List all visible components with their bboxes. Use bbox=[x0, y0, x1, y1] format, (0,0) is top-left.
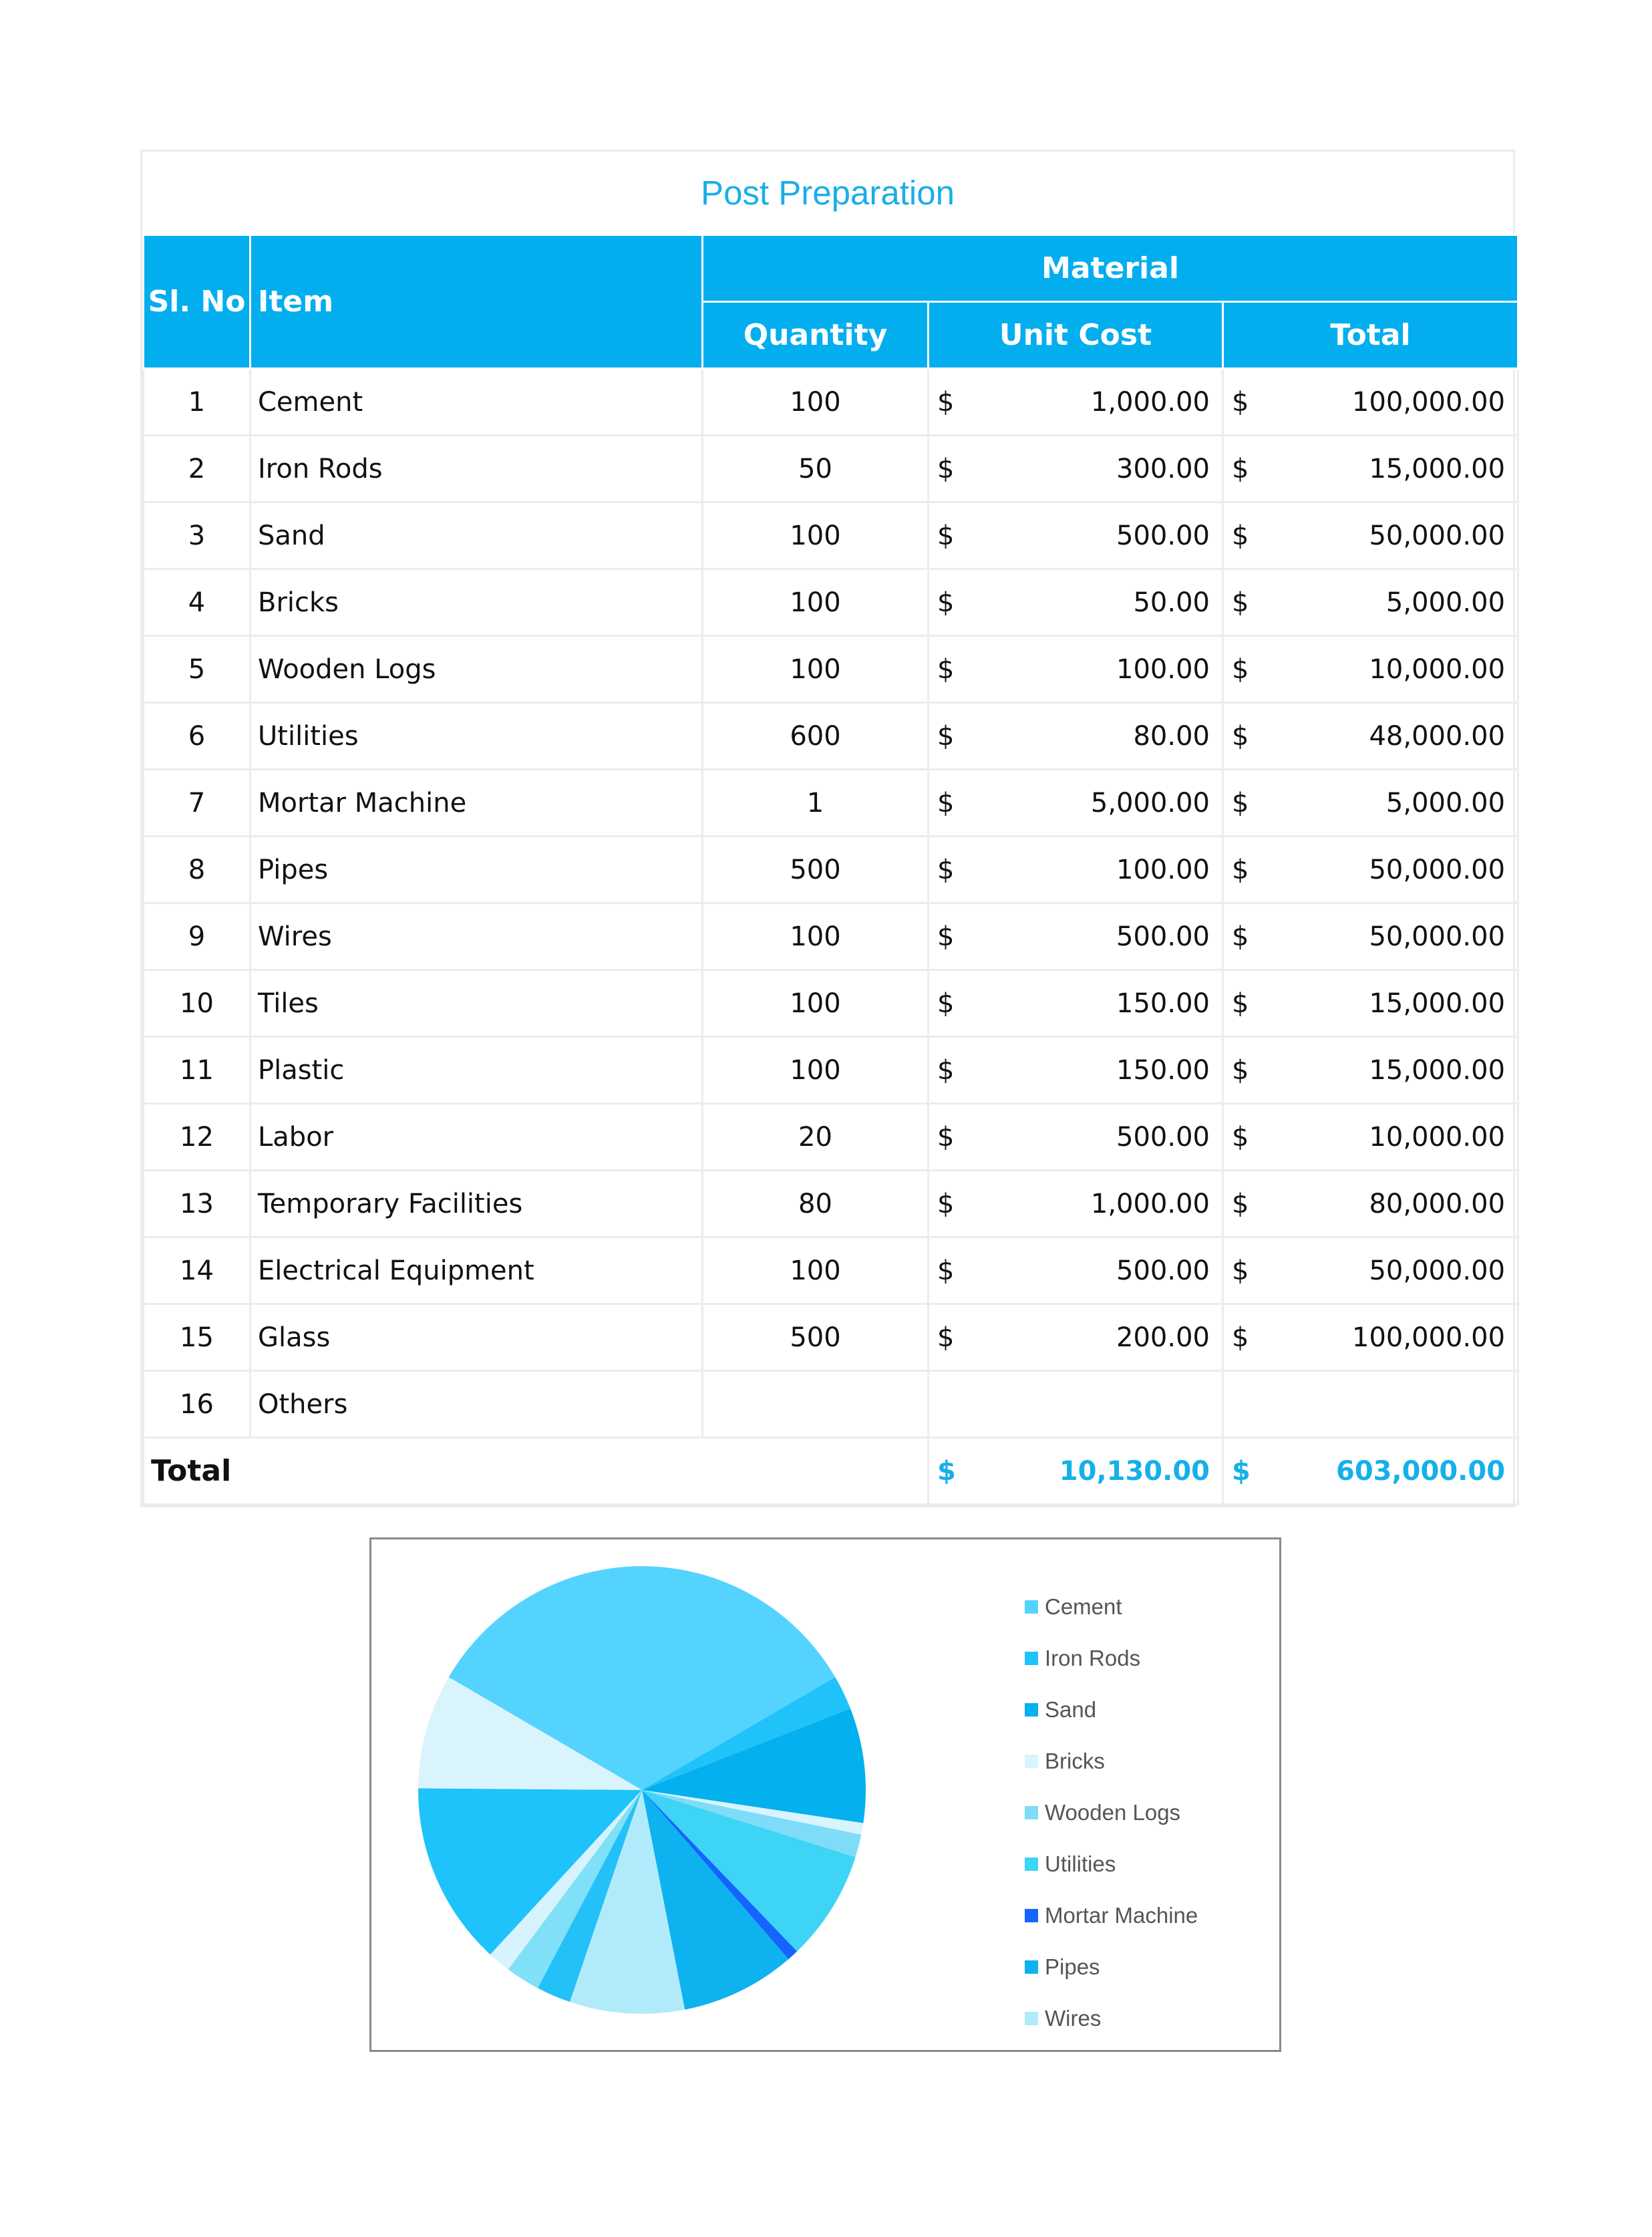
row-unit-cost-cell bbox=[929, 369, 1223, 436]
row-total: 50,000.00 bbox=[1369, 520, 1506, 551]
row-quantity: 20 bbox=[703, 1104, 929, 1171]
row-quantity: 100 bbox=[703, 636, 929, 703]
row-unit-cost: 1,000.00 bbox=[1090, 386, 1210, 418]
row-sl-no: 8 bbox=[144, 837, 251, 903]
legend-swatch bbox=[1025, 1652, 1038, 1665]
row-unit-cost: 50.00 bbox=[1133, 587, 1210, 618]
row-sl-no: 14 bbox=[144, 1237, 251, 1304]
legend-swatch bbox=[1025, 1909, 1038, 1922]
row-total-cell bbox=[1223, 502, 1518, 569]
total-unit-cost-cell bbox=[929, 1438, 1223, 1505]
row-total: 10,000.00 bbox=[1369, 653, 1506, 685]
legend-label: Sand bbox=[1045, 1696, 1097, 1722]
currency-symbol: $ bbox=[1232, 453, 1249, 484]
currency-symbol: $ bbox=[1232, 1255, 1249, 1286]
row-item: Mortar Machine bbox=[251, 770, 703, 837]
currency-symbol: $ bbox=[937, 1188, 955, 1219]
header-material-group: Material bbox=[703, 235, 1518, 302]
row-sl-no: 13 bbox=[144, 1171, 251, 1237]
row-sl-no: 15 bbox=[144, 1304, 251, 1371]
table-row bbox=[144, 1037, 1518, 1104]
legend-label: Utilities bbox=[1045, 1851, 1116, 1876]
row-sl-no: 10 bbox=[144, 970, 251, 1037]
row-quantity: 100 bbox=[703, 903, 929, 970]
chart-legend bbox=[1025, 1581, 1198, 2044]
legend-item bbox=[1025, 1992, 1198, 2044]
row-quantity: 100 bbox=[703, 1037, 929, 1104]
row-quantity: 100 bbox=[703, 970, 929, 1037]
row-item: Tiles bbox=[251, 970, 703, 1037]
legend-item bbox=[1025, 1632, 1198, 1684]
table-body bbox=[144, 369, 1518, 1438]
row-total: 50,000.00 bbox=[1369, 921, 1506, 952]
currency-symbol: $ bbox=[1232, 1455, 1251, 1487]
legend-item bbox=[1025, 1787, 1198, 1838]
legend-swatch bbox=[1025, 1857, 1038, 1871]
currency-symbol: $ bbox=[1232, 587, 1249, 618]
table-row bbox=[144, 1304, 1518, 1371]
row-quantity: 1 bbox=[703, 770, 929, 837]
row-unit-cost-cell bbox=[929, 770, 1223, 837]
currency-symbol: $ bbox=[1232, 1188, 1249, 1219]
row-item: Sand bbox=[251, 502, 703, 569]
row-unit-cost: 100.00 bbox=[1116, 854, 1210, 885]
header-sl-no: Sl. No bbox=[144, 235, 251, 369]
row-total: 50,000.00 bbox=[1369, 1255, 1506, 1286]
legend-swatch bbox=[1025, 1703, 1038, 1717]
row-total: 15,000.00 bbox=[1369, 988, 1506, 1019]
row-unit-cost-cell bbox=[929, 569, 1223, 636]
currency-symbol: $ bbox=[1232, 787, 1249, 818]
table-row bbox=[144, 1371, 1518, 1438]
row-unit-cost-cell bbox=[929, 903, 1223, 970]
legend-swatch bbox=[1025, 1960, 1038, 1974]
legend-label: Bricks bbox=[1045, 1748, 1105, 1773]
row-total: 15,000.00 bbox=[1369, 453, 1506, 484]
legend-label: Wires bbox=[1045, 2005, 1102, 2031]
cost-pie-chart bbox=[369, 1537, 1281, 2052]
row-total-cell bbox=[1223, 369, 1518, 436]
row-unit-cost-cell bbox=[929, 1104, 1223, 1171]
row-unit-cost: 500.00 bbox=[1116, 921, 1210, 952]
row-total-cell bbox=[1223, 1304, 1518, 1371]
currency-symbol: $ bbox=[937, 1121, 955, 1153]
legend-swatch bbox=[1025, 1600, 1038, 1614]
row-unit-cost: 100.00 bbox=[1116, 653, 1210, 685]
row-total: 5,000.00 bbox=[1385, 787, 1506, 818]
row-sl-no: 16 bbox=[144, 1371, 251, 1438]
row-total-cell bbox=[1223, 1371, 1518, 1438]
total-row bbox=[144, 1438, 1518, 1505]
table-row bbox=[144, 1104, 1518, 1171]
table-row bbox=[144, 436, 1518, 502]
legend-item bbox=[1025, 1581, 1198, 1632]
currency-symbol: $ bbox=[937, 787, 955, 818]
row-unit-cost: 300.00 bbox=[1116, 453, 1210, 484]
currency-symbol: $ bbox=[937, 386, 955, 418]
currency-symbol: $ bbox=[937, 988, 955, 1019]
row-total-cell bbox=[1223, 1237, 1518, 1304]
table-row bbox=[144, 502, 1518, 569]
row-item: Glass bbox=[251, 1304, 703, 1371]
row-total-cell bbox=[1223, 703, 1518, 770]
currency-symbol: $ bbox=[937, 1455, 956, 1487]
row-item: Wires bbox=[251, 903, 703, 970]
currency-symbol: $ bbox=[1232, 854, 1249, 885]
header-total: Total bbox=[1223, 302, 1518, 369]
row-unit-cost: 200.00 bbox=[1116, 1322, 1210, 1353]
row-quantity: 50 bbox=[703, 436, 929, 502]
header-quantity: Quantity bbox=[703, 302, 929, 369]
row-quantity: 500 bbox=[703, 1304, 929, 1371]
header-item: Item bbox=[251, 235, 703, 369]
table-row bbox=[144, 903, 1518, 970]
row-unit-cost-cell bbox=[929, 1371, 1223, 1438]
row-unit-cost-cell bbox=[929, 1171, 1223, 1237]
total-unit-cost: 10,130.00 bbox=[1059, 1455, 1210, 1487]
row-total: 100,000.00 bbox=[1352, 386, 1506, 418]
row-total-cell bbox=[1223, 569, 1518, 636]
row-unit-cost-cell bbox=[929, 970, 1223, 1037]
row-total: 15,000.00 bbox=[1369, 1054, 1506, 1086]
row-total-cell bbox=[1223, 903, 1518, 970]
legend-label: Cement bbox=[1045, 1594, 1122, 1619]
row-unit-cost-cell bbox=[929, 436, 1223, 502]
row-unit-cost-cell bbox=[929, 837, 1223, 903]
table-row bbox=[144, 970, 1518, 1037]
currency-symbol: $ bbox=[937, 1255, 955, 1286]
table-row bbox=[144, 837, 1518, 903]
row-sl-no: 3 bbox=[144, 502, 251, 569]
currency-symbol: $ bbox=[1232, 1121, 1249, 1153]
row-item: Pipes bbox=[251, 837, 703, 903]
material-sheet bbox=[140, 150, 1515, 1507]
row-item: Cement bbox=[251, 369, 703, 436]
currency-symbol: $ bbox=[1232, 988, 1249, 1019]
total-amount: 603,000.00 bbox=[1335, 1455, 1506, 1487]
legend-swatch bbox=[1025, 2012, 1038, 2025]
row-total-cell bbox=[1223, 1171, 1518, 1237]
currency-symbol: $ bbox=[937, 1322, 955, 1353]
currency-symbol: $ bbox=[1232, 1322, 1249, 1353]
row-unit-cost-cell bbox=[929, 1037, 1223, 1104]
row-sl-no: 6 bbox=[144, 703, 251, 770]
row-unit-cost-cell bbox=[929, 703, 1223, 770]
legend-label: Pipes bbox=[1045, 1954, 1100, 1979]
currency-symbol: $ bbox=[1232, 1054, 1249, 1086]
row-item: Others bbox=[251, 1371, 703, 1438]
row-quantity: 100 bbox=[703, 502, 929, 569]
row-total: 5,000.00 bbox=[1385, 587, 1506, 618]
header-unit-cost: Unit Cost bbox=[929, 302, 1223, 369]
row-unit-cost-cell bbox=[929, 636, 1223, 703]
row-item: Wooden Logs bbox=[251, 636, 703, 703]
table-row bbox=[144, 770, 1518, 837]
row-sl-no: 9 bbox=[144, 903, 251, 970]
row-total: 10,000.00 bbox=[1369, 1121, 1506, 1153]
row-unit-cost: 150.00 bbox=[1116, 1054, 1210, 1086]
currency-symbol: $ bbox=[937, 520, 955, 551]
legend-label: Mortar Machine bbox=[1045, 1902, 1198, 1928]
row-item: Utilities bbox=[251, 703, 703, 770]
row-total: 50,000.00 bbox=[1369, 854, 1506, 885]
row-total: 80,000.00 bbox=[1369, 1188, 1506, 1219]
currency-symbol: $ bbox=[1232, 386, 1249, 418]
row-unit-cost: 500.00 bbox=[1116, 1121, 1210, 1153]
row-total-cell bbox=[1223, 1104, 1518, 1171]
currency-symbol: $ bbox=[937, 587, 955, 618]
currency-symbol: $ bbox=[1232, 720, 1249, 752]
row-quantity: 80 bbox=[703, 1171, 929, 1237]
row-total: 48,000.00 bbox=[1369, 720, 1506, 752]
row-item: Plastic bbox=[251, 1037, 703, 1104]
row-item: Electrical Equipment bbox=[251, 1237, 703, 1304]
row-sl-no: 5 bbox=[144, 636, 251, 703]
row-total-cell bbox=[1223, 837, 1518, 903]
table-row bbox=[144, 1171, 1518, 1237]
legend-label: Iron Rods bbox=[1045, 1645, 1141, 1670]
currency-symbol: $ bbox=[937, 720, 955, 752]
row-sl-no: 2 bbox=[144, 436, 251, 502]
row-total-cell bbox=[1223, 1037, 1518, 1104]
row-quantity bbox=[703, 1371, 929, 1438]
row-unit-cost: 150.00 bbox=[1116, 988, 1210, 1019]
row-quantity: 100 bbox=[703, 1237, 929, 1304]
row-sl-no: 1 bbox=[144, 369, 251, 436]
row-item: Iron Rods bbox=[251, 436, 703, 502]
row-sl-no: 12 bbox=[144, 1104, 251, 1171]
legend-item bbox=[1025, 1941, 1198, 1992]
row-sl-no: 11 bbox=[144, 1037, 251, 1104]
currency-symbol: $ bbox=[1232, 653, 1249, 685]
row-item: Bricks bbox=[251, 569, 703, 636]
table-row bbox=[144, 636, 1518, 703]
sheet-title: Post Preparation bbox=[701, 174, 955, 212]
row-total-cell bbox=[1223, 970, 1518, 1037]
currency-symbol: $ bbox=[937, 854, 955, 885]
row-unit-cost: 1,000.00 bbox=[1090, 1188, 1210, 1219]
table-row bbox=[144, 1237, 1518, 1304]
currency-symbol: $ bbox=[937, 921, 955, 952]
legend-item bbox=[1025, 1684, 1198, 1735]
row-unit-cost-cell bbox=[929, 1237, 1223, 1304]
row-unit-cost-cell bbox=[929, 502, 1223, 569]
table-row bbox=[144, 569, 1518, 636]
row-item: Temporary Facilities bbox=[251, 1171, 703, 1237]
row-sl-no: 7 bbox=[144, 770, 251, 837]
legend-item bbox=[1025, 1890, 1198, 1941]
row-unit-cost: 5,000.00 bbox=[1090, 787, 1210, 818]
row-sl-no: 4 bbox=[144, 569, 251, 636]
row-quantity: 100 bbox=[703, 569, 929, 636]
row-total-cell bbox=[1223, 770, 1518, 837]
legend-swatch bbox=[1025, 1806, 1038, 1819]
currency-symbol: $ bbox=[1232, 921, 1249, 952]
row-item: Labor bbox=[251, 1104, 703, 1171]
table-row bbox=[144, 369, 1518, 436]
row-unit-cost-cell bbox=[929, 1304, 1223, 1371]
total-amount-cell bbox=[1223, 1438, 1518, 1505]
currency-symbol: $ bbox=[1232, 520, 1249, 551]
currency-symbol: $ bbox=[937, 653, 955, 685]
row-unit-cost: 500.00 bbox=[1116, 520, 1210, 551]
row-total: 100,000.00 bbox=[1352, 1322, 1506, 1353]
row-quantity: 600 bbox=[703, 703, 929, 770]
row-quantity: 100 bbox=[703, 369, 929, 436]
currency-symbol: $ bbox=[937, 1054, 955, 1086]
table-row bbox=[144, 703, 1518, 770]
legend-label: Wooden Logs bbox=[1045, 1799, 1181, 1825]
row-unit-cost: 80.00 bbox=[1133, 720, 1210, 752]
row-quantity: 500 bbox=[703, 837, 929, 903]
legend-item bbox=[1025, 1838, 1198, 1890]
material-table bbox=[142, 234, 1519, 1505]
row-total-cell bbox=[1223, 636, 1518, 703]
row-unit-cost: 500.00 bbox=[1116, 1255, 1210, 1286]
currency-symbol: $ bbox=[937, 453, 955, 484]
total-label: Total bbox=[144, 1438, 929, 1505]
row-total-cell bbox=[1223, 436, 1518, 502]
legend-swatch bbox=[1025, 1755, 1038, 1768]
legend-item bbox=[1025, 1735, 1198, 1787]
